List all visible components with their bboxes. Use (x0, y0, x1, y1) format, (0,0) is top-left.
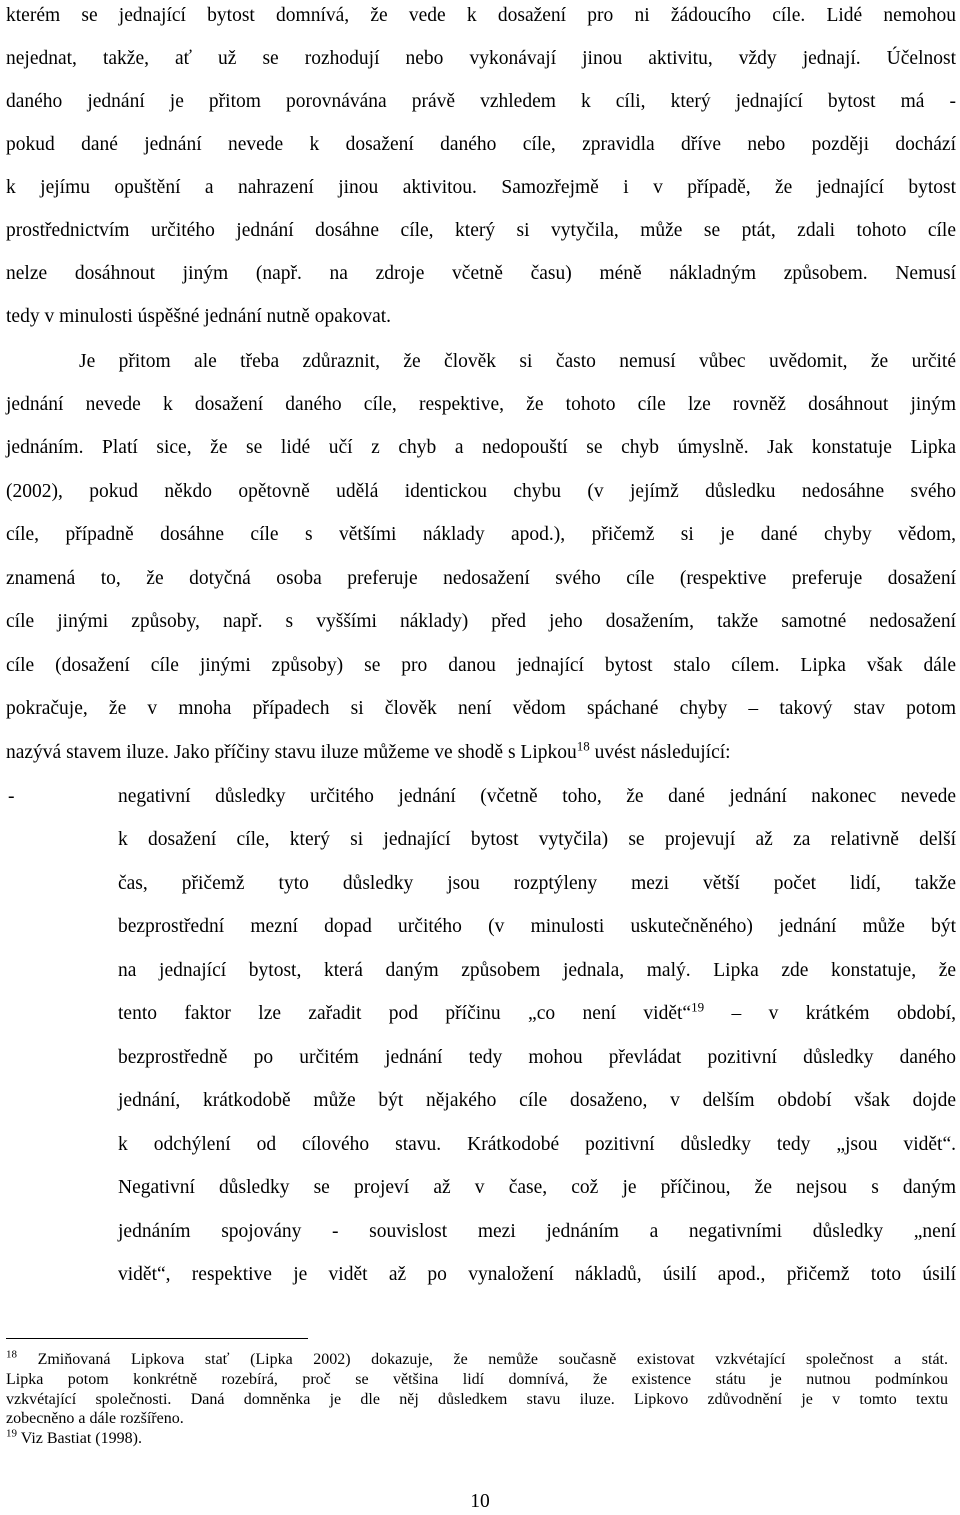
footnote-separator (6, 1338, 308, 1339)
text-line: nejednat, takže, ať už se rozhodují nebo vykonávají jinou aktivitu, vždy jednají. Účelnost (6, 48, 956, 69)
text-span: nazývá stavem iluze. Jako příčiny stavu iluze můžeme ve shodě s Lipkou (6, 742, 577, 763)
text-span: – v krátkém období, (731, 1003, 957, 1024)
text-line: pokud dané jednání nevede k dosažení daného cíle, zpravidla dříve nebo později dochází (6, 134, 956, 155)
text-line (6, 738, 956, 765)
text-line: (2002), pokud někdo opětovně udělá identickou chybu (v jejímž důsledku nedosáhne svého (6, 481, 956, 502)
list-line: bezprostředně po určitém jednání tedy mohou převládat pozitivní důsledky daného (118, 1047, 956, 1068)
text-line: znamená to, že dotyčná osoba preferuje nedosažení svého cíle (respektive preferuje dosažení (6, 568, 956, 589)
text-line: k jejímu opuštění a nahrazení jinou aktivitou. Samozřejmě i v případě, že jednající bytost (6, 177, 956, 198)
text-line: daného jednání je přitom porovnávána právě vzhledem k cíli, který jednající bytost má - (6, 91, 956, 112)
list-line: Negativní důsledky se projeví až v čase, což je příčinou, že nejsou s daným (118, 1177, 956, 1198)
list-line: negativní důsledky určitého jednání (včetně toho, že dané jednání nakonec nevede (118, 786, 956, 807)
text-span: uvést následující: (594, 742, 731, 763)
text-line: prostřednictvím určitého jednání dosáhne cíle, který si vytyčila, může se ptát, zdali tohoto cíle (6, 220, 956, 241)
text-line: nelze dosáhnout jiným (např. na zdroje včetně času) méně nákladným způsobem. Nemusí (6, 263, 956, 284)
text-line: jednání nevede k dosažení daného cíle, respektive, že tohoto cíle lze rovněž dosáhnout jiným (6, 394, 956, 415)
footnote-line: vzkvétající společnosti. Daná domněnka je dle něj důsledkem stavu iluze. Lipkovo zdůvodnění je v tomto textu (6, 1391, 948, 1408)
text-span: Zmiňovaná Lipkova stať (Lipka 2002) dokazuje, že nemůže současně existovat vzkvétající společnost a stát. (37, 1351, 949, 1368)
text-line: cíle, případně dosáhne cíle s většími náklady apod.), přičemž si je dané chyby vědom, (6, 524, 956, 545)
text-line: tedy v minulosti úspěšné jednání nutně opakovat. (6, 306, 392, 327)
text-span: Viz Bastiat (1998). (20, 1430, 142, 1447)
footnote-mark: 19 (6, 1427, 17, 1440)
list-line: k dosažení cíle, který si jednající bytost vytyčila) se projevují až za relativně delší (118, 829, 956, 850)
list-line: jednáním spojovány - souvislost mezi jednáním a negativními důsledky „není (118, 1221, 956, 1242)
footnote-ref-18[interactable]: 18 (576, 738, 590, 754)
text-line: kterém se jednající bytost domnívá, že vede k dosažení pro ni žádoucího cíle. Lidé nemohou (6, 5, 956, 26)
footnote-line: Lipka potom konkrétně rozebírá, proč se většina lidí domnívá, že existence státu je nutnou podmínkou (6, 1371, 948, 1388)
list-line: jednání, krátkodobě může být nějakého cíle dosaženo, v delším období však dojde (118, 1090, 956, 1111)
text-line: jednáním. Platí sice, že se lidé učí z chyb a nedopouští se chyb úmyslně. Jak konstatuje Lipka (6, 437, 956, 458)
list-bullet: - (8, 786, 15, 807)
list-line: čas, přičemž tyto důsledky jsou rozptýleny mezi větší počet lidí, takže (118, 873, 956, 894)
text-line: pokračuje, že v mnoha případech si člověk není vědom spáchané chyby – takový stav potom (6, 698, 956, 719)
page-number: 10 (470, 1491, 490, 1512)
list-line (118, 999, 957, 1026)
footnote-line: zobecněno a dále rozšířeno. (6, 1410, 184, 1427)
footnote-19 (6, 1429, 948, 1448)
list-line: vidět“, respektive je vidět až po vynaložení nákladů, úsilí apod., přičemž toto úsilí (118, 1264, 956, 1285)
text-line: cíle jinými způsoby, např. s vyššími náklady) před jeho dosažením, takže samotné nedosažení (6, 611, 956, 632)
text-line: cíle (dosažení cíle jinými způsoby) se pro danou jednající bytost stalo cílem. Lipka však dále (6, 655, 956, 676)
footnote-18 (6, 1350, 948, 1369)
list-line: k odchýlení od cílového stavu. Krátkodobé pozitivní důsledky tedy „jsou vidět“. (118, 1134, 956, 1155)
text-span: tento faktor lze zařadit pod příčinu „co není vidět“ (118, 1003, 692, 1024)
text-line: Je přitom ale třeba zdůraznit, že člověk si často nemusí vůbec uvědomit, že určité (79, 351, 956, 372)
list-line: na jednající bytost, která daným způsobem jednala, malý. Lipka zde konstatuje, že (118, 960, 956, 981)
footnote-mark: 18 (6, 1348, 17, 1361)
footnote-ref-19[interactable]: 19 (691, 999, 705, 1015)
list-line: bezprostřední mezní dopad určitého (v minulosti uskutečněného) jednání může být (118, 916, 956, 937)
